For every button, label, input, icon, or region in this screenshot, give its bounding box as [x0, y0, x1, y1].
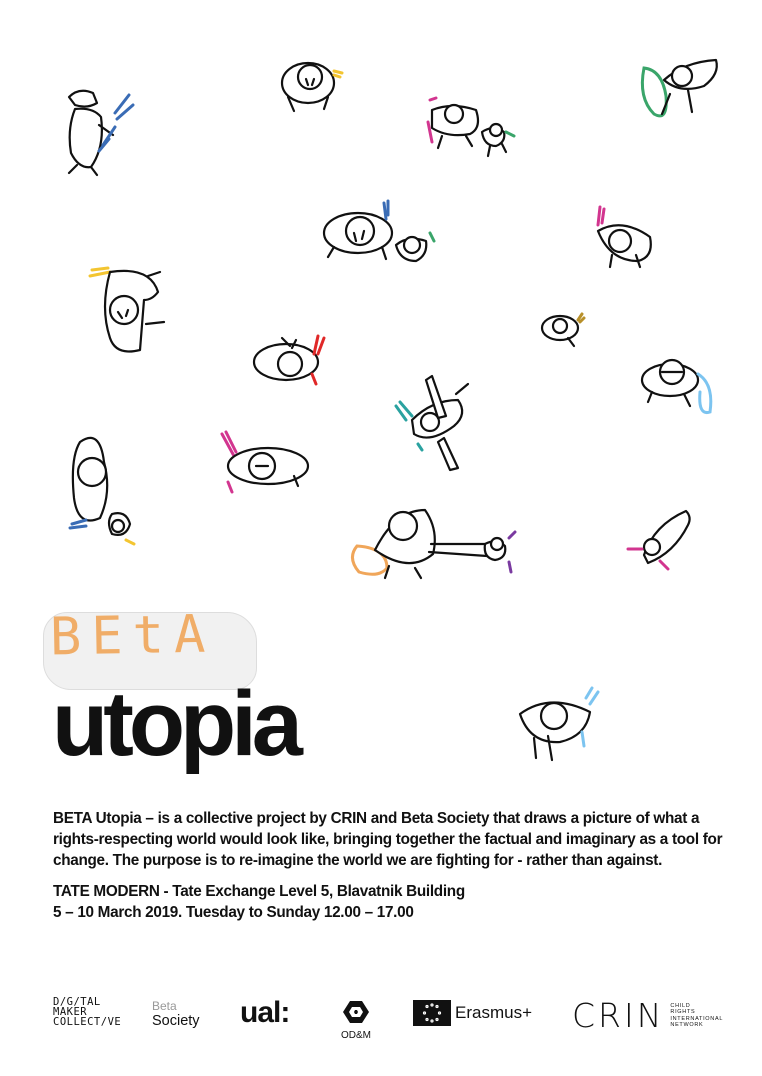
crin-sub-line-1: CHILD	[670, 1002, 691, 1009]
dmc-line-1: D/G/TAL	[53, 996, 101, 1008]
poster-title: utopia	[52, 673, 298, 775]
figure-doodle-12	[66, 432, 146, 557]
figure-doodle-2	[278, 57, 348, 122]
odm-label: OD&M	[341, 1030, 371, 1041]
crin-sub-line-3: INTERNATIONAL	[670, 1015, 724, 1022]
figure-doodle-8	[250, 328, 340, 403]
venue-dates: 5 – 10 March 2019. Tuesday to Sunday 12.00 – 17.00	[53, 904, 414, 921]
figure-doodle-11	[392, 372, 482, 477]
figure-doodle-7	[88, 258, 168, 363]
crin-sub-line-4: NETWORK	[670, 1022, 704, 1028]
figure-doodle-13	[218, 432, 318, 507]
figure-doodle-15	[626, 505, 696, 580]
crin-logo	[572, 996, 723, 1035]
odm-logo	[334, 1000, 378, 1041]
dmc-line-3: COLLECT/VE	[53, 1016, 122, 1028]
figure-doodle-5	[320, 195, 440, 280]
figure-doodle-1	[55, 85, 145, 185]
erasmus-plus-logo	[413, 1000, 532, 1026]
crin-subtitle	[670, 1003, 723, 1029]
beta-handwritten-word: BEtA	[49, 604, 216, 668]
venue-info	[53, 881, 465, 923]
beta-society-logo	[152, 999, 200, 1029]
beta-society-line-1: Beta	[152, 999, 177, 1013]
crin-sub-line-2: RIGHTS	[670, 1009, 696, 1015]
figure-doodle-10	[640, 350, 720, 425]
ual-logo: ual:	[240, 996, 290, 1029]
figure-doodle-9	[538, 308, 598, 358]
dmc-line-2: MAKER	[53, 1006, 88, 1018]
figure-doodle-6	[590, 205, 660, 280]
figure-doodle-3	[636, 48, 721, 133]
odm-mark-icon	[342, 1000, 370, 1024]
venue-location: TATE MODERN - Tate Exchange Level 5, Blavatnik Building	[53, 883, 465, 900]
project-description: BETA Utopia – is a collective project by CRIN and Beta Society that draws a picture of what a rights-respecting world would look like, bringing together the factual and imaginary as a tool for change. The purpose is to re-imagine the world we are fighting for - rather than against.	[53, 810, 723, 869]
figure-doodle-16	[514, 688, 604, 773]
digital-maker-collective-logo	[53, 997, 121, 1027]
crin-wordmark: CRIN	[572, 996, 665, 1035]
erasmus-label: Erasmus+	[455, 1003, 532, 1022]
beta-society-line-2: Society	[152, 1013, 200, 1029]
figure-doodle-14	[345, 500, 525, 595]
figure-doodle-4	[418, 92, 518, 167]
eu-flag-icon	[413, 1000, 451, 1026]
